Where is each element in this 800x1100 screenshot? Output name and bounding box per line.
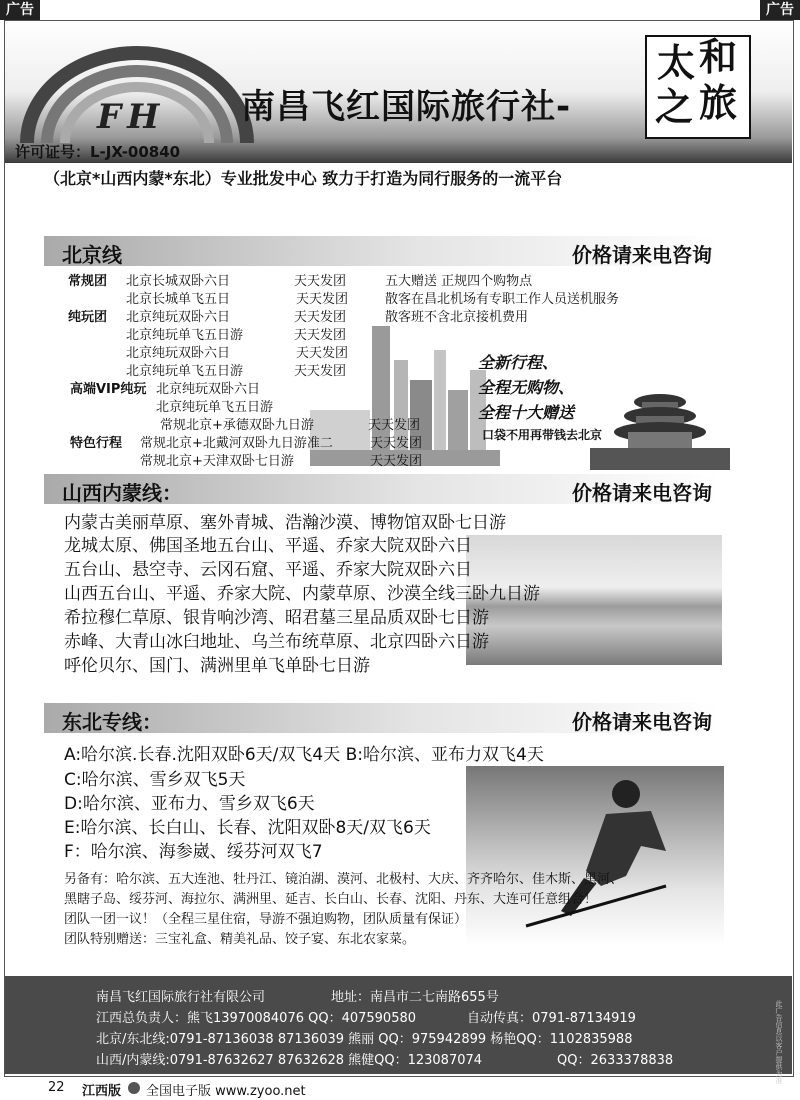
route-row: 北京长城单飞五日 <box>126 292 231 307</box>
frequency: 天天发团 <box>370 454 423 469</box>
frequency: 天天发团 <box>368 418 421 433</box>
dongbei-note: 黑瞎子岛、绥芬河、海拉尔、满洲里、延吉、长白山、长春、沈阳、丹东、大连可任意组合！ <box>64 892 598 907</box>
dongbei-note: 团队一团一议！（全程三星住宿，导游不强迫购物，团队质量有保证） <box>64 912 468 927</box>
company-name: 南昌飞红国际旅行社有限公司 <box>96 990 266 1005</box>
section-title-dongbei: 东北专线： <box>62 710 162 734</box>
beijing-contact: 北京/东北线:0791-87136038 87136039 熊丽 QQ：975942899 杨艳QQ：1102835988 <box>96 1032 633 1047</box>
jx-manager: 江西总负责人：熊飞13970084076 QQ：407590580 <box>96 1011 417 1026</box>
brand-char-3: 之 <box>655 84 694 129</box>
temple-of-heaven-icon <box>590 380 730 470</box>
route-row: 北京纯玩单飞五日游 <box>126 364 244 379</box>
frequency: 天天发团 <box>294 274 347 289</box>
brand-char-1: 太 <box>657 40 696 85</box>
shanxi-qq: QQ：2633378838 <box>557 1053 674 1068</box>
edition-label: 江西版 <box>82 1084 122 1099</box>
page-number: 22 <box>48 1080 65 1095</box>
route-row: 北京纯玩双卧六日 <box>156 382 261 397</box>
header-banner <box>5 21 792 163</box>
route-row: 常规北京+天津双卧七日游 <box>140 454 294 469</box>
brand-stamp <box>645 35 751 139</box>
dongbei-note: 另备有：哈尔滨、五大连池、牡丹江、镜泊湖、漠河、北极村、大庆、齐齐哈尔、佳木斯、黑河、 <box>64 872 624 887</box>
route-row: 常规北京+北戴河双卧九日游准二 <box>140 436 333 451</box>
frequency: 天天发团 <box>294 328 347 343</box>
section-bar-dongbei <box>44 703 720 733</box>
price-consult-beijing: 价格请来电咨询 <box>572 243 712 267</box>
shanxi-route: 龙城太原、佛国圣地五台山、平遥、乔家大院双卧六日 <box>64 536 472 556</box>
route-note: 散客班不含北京接机费用 <box>385 310 529 325</box>
fax-number: 自动传真：0791-87134919 <box>467 1011 636 1026</box>
promo-line-1: 全新行程、 <box>478 353 559 372</box>
category-regular: 常规团 <box>68 274 108 289</box>
shanxi-contact: 山西/内蒙线:0791-87632627 87632628 熊健QQ：123087074 <box>96 1053 483 1068</box>
brand-char-4: 旅 <box>699 80 738 125</box>
brand-char-2: 和 <box>699 34 738 79</box>
slogan: （北京*山西内蒙*东北）专业批发中心 致力于打造为同行服务的一流平台 <box>44 169 563 188</box>
contact-footer <box>5 976 792 1074</box>
dongbei-route: D:哈尔滨、亚布力、雪乡双飞6天 <box>64 794 315 814</box>
company-address: 地址：南昌市二七南路655号 <box>331 990 499 1005</box>
route-row: 北京长城双卧六日 <box>126 274 231 289</box>
national-edition-link[interactable]: 全国电子版 www.zyoo.net <box>146 1084 306 1099</box>
skier-photo <box>466 766 724 946</box>
category-special: 特色行程 <box>70 436 123 451</box>
shanxi-route: 内蒙古美丽草原、塞外青城、浩瀚沙漠、博物馆双卧七日游 <box>64 513 506 533</box>
route-row: 北京纯玩单飞五日游 <box>126 328 244 343</box>
license-number: 许可证号：L-JX-00840 <box>15 143 181 161</box>
ad-tag-left: 广告 <box>0 0 40 20</box>
route-row: 北京纯玩单飞五日游 <box>156 400 274 415</box>
route-row: 北京纯玩双卧六日 <box>126 310 231 325</box>
logo-text: FH <box>97 97 166 137</box>
dongbei-route: F：哈尔滨、海参崴、绥芬河双飞7 <box>64 842 323 862</box>
shanxi-route: 希拉穆仁草原、银肯响沙湾、昭君墓三星品质双卧七日游 <box>64 608 489 628</box>
route-row: 常规北京+承德双卧九日游 <box>160 418 314 433</box>
price-consult-dongbei: 价格请来电咨询 <box>572 710 712 734</box>
shanxi-route: 赤峰、大青山冰臼地址、乌兰布统草原、北京四卧六日游 <box>64 632 489 652</box>
category-vip: 高端VIP纯玩 <box>70 382 147 397</box>
dongbei-route: C:哈尔滨、雪乡双飞5天 <box>64 770 246 790</box>
section-bar-shanxi <box>44 474 720 504</box>
section-title-shanxi: 山西内蒙线： <box>62 481 182 505</box>
frequency: 天天发团 <box>294 310 347 325</box>
ad-tag-right: 广告 <box>760 0 800 20</box>
frequency: 天天发团 <box>296 346 349 361</box>
section-bar-beijing <box>44 236 720 266</box>
promo-line-2: 全程无购物、 <box>478 378 575 397</box>
side-disclaimer: 此广告信息以客户提供为准 <box>775 1000 783 1084</box>
frequency: 天天发团 <box>296 292 349 307</box>
company-title: 南昌飞红国际旅行社- <box>241 87 572 127</box>
section-title-beijing: 北京线 <box>62 243 122 267</box>
frequency: 天天发团 <box>294 364 347 379</box>
dongbei-note: 团队特别赠送：三宝礼盒、精美礼品、饺子宴、东北农家菜。 <box>64 932 416 947</box>
promo-line-3: 全程十大赠送 <box>478 403 575 422</box>
promo-small: 口袋不用再带钱去北京 <box>482 428 603 442</box>
route-note: 五大赠送 正规四个购物点 <box>385 274 533 289</box>
shanxi-route: 呼伦贝尔、国门、满洲里单飞单卧七日游 <box>64 656 370 676</box>
dongbei-route: E:哈尔滨、长白山、长春、沈阳双卧8天/双飞6天 <box>64 818 431 838</box>
dongbei-route: A:哈尔滨.长春.沈阳双卧6天/双飞4天 B:哈尔滨、亚布力双飞4天 <box>64 745 544 765</box>
route-note: 散客在昌北机场有专职工作人员送机服务 <box>385 292 620 307</box>
category-pure: 纯玩团 <box>68 310 108 325</box>
globe-icon <box>128 1082 140 1094</box>
price-consult-shanxi: 价格请来电咨询 <box>572 481 712 505</box>
frequency: 天天发团 <box>370 436 423 451</box>
route-row: 北京纯玩双卧六日 <box>126 346 231 361</box>
shanxi-route: 山西五台山、平遥、乔家大院、内蒙草原、沙漠全线三卧九日游 <box>64 584 540 604</box>
shanxi-route: 五台山、悬空寺、云冈石窟、平遥、乔家大院双卧六日 <box>64 560 472 580</box>
skier-icon <box>466 766 724 946</box>
